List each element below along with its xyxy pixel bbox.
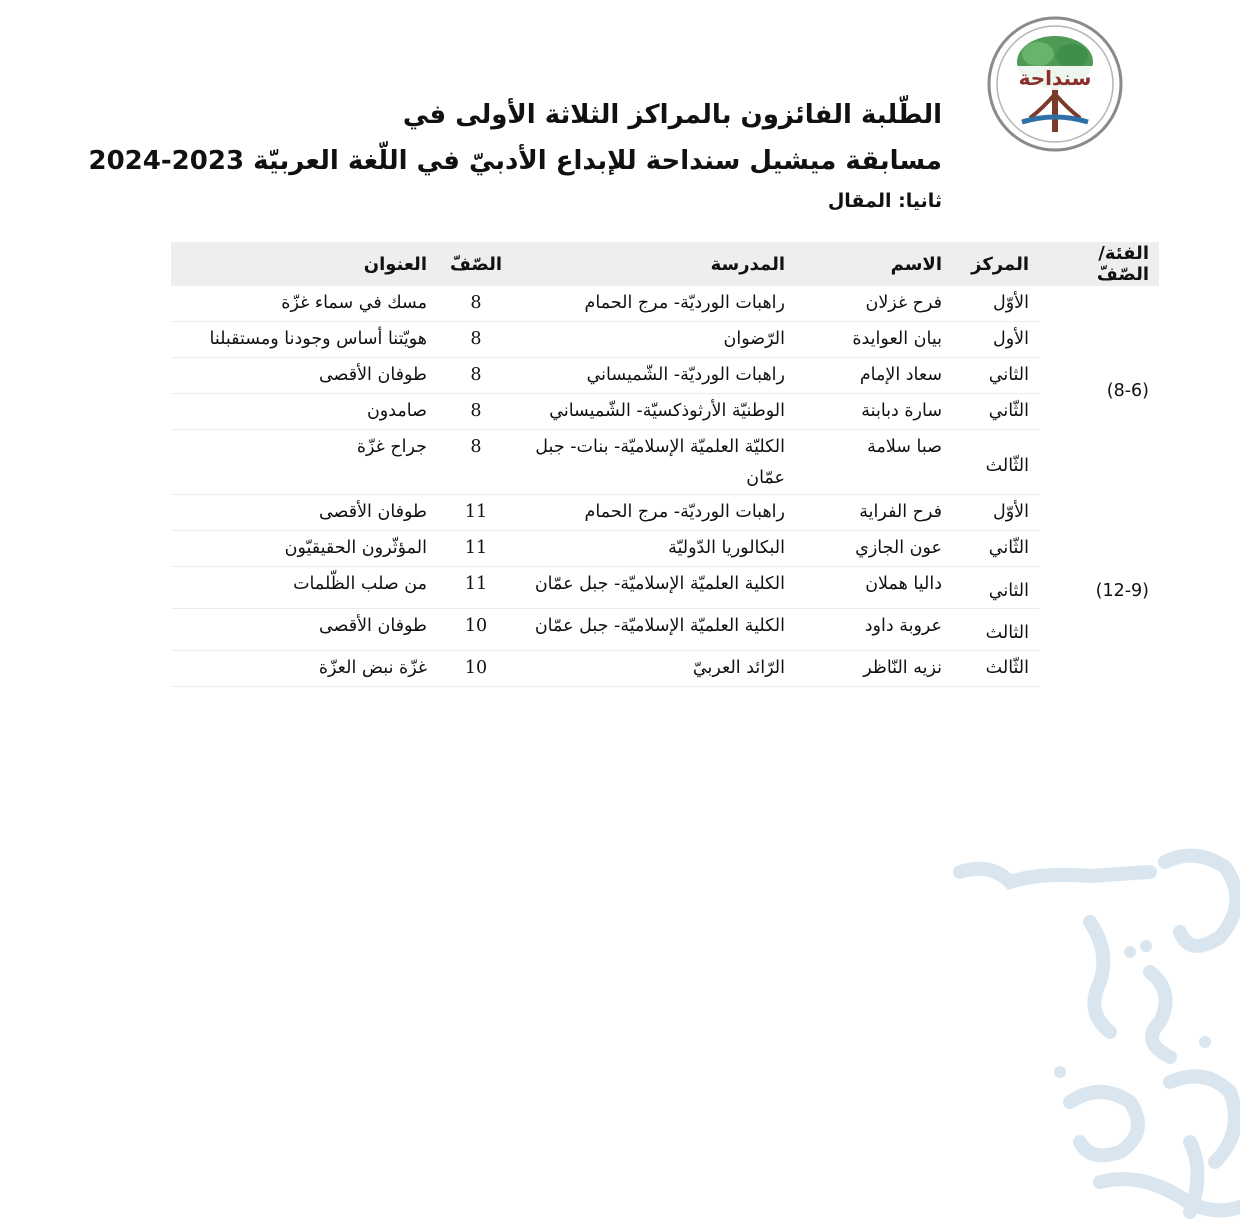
table-row [171, 567, 1159, 609]
name-cell: داليا هملان [795, 567, 952, 609]
title-cell: طوفان الأقصى [171, 609, 437, 651]
title-cell: غزّة نبض العزّة [171, 651, 437, 687]
school-cell: راهبات الورديّة- الشّميساني [515, 358, 795, 394]
grade-cell: 11 [437, 567, 515, 609]
table-row [171, 495, 1159, 531]
grade-cell: 8 [437, 322, 515, 358]
grade-cell: 11 [437, 495, 515, 531]
winners-table [171, 242, 1159, 687]
name-cell: فرح الفراية [795, 495, 952, 531]
rank-cell: الثاني [952, 567, 1039, 609]
title-cell: هويّتنا أساس وجودنا ومستقبلنا [171, 322, 437, 358]
table-row [171, 286, 1159, 322]
school-cell: الكليّة العلميّة الإسلاميّة- بنات- جبل عمّان [515, 430, 795, 495]
table-row [171, 322, 1159, 358]
grade-cell: 8 [437, 430, 515, 495]
name-cell: عون الجازي [795, 531, 952, 567]
table-row [171, 531, 1159, 567]
header-school: المدرسة [515, 242, 795, 286]
school-cell: الكلية العلميّة الإسلاميّة- جبل عمّان [515, 609, 795, 651]
sendaha-logo [982, 14, 1128, 154]
rank-cell: الثاني [952, 358, 1039, 394]
school-cell: راهبات الورديّة- مرج الحمام [515, 286, 795, 322]
section-subtitle: ثانيا: المقال [827, 190, 942, 212]
header-grade: الصّفّ [437, 242, 515, 286]
grade-cell: 10 [437, 609, 515, 651]
table-row [171, 609, 1159, 651]
name-cell: صبا سلامة [795, 430, 952, 495]
title-cell: المؤثّرون الحقيقيّون [171, 531, 437, 567]
grade-cell: 8 [437, 394, 515, 430]
grade-cell: 8 [437, 286, 515, 322]
grade-cell: 8 [437, 358, 515, 394]
header-rank: المركز [952, 242, 1039, 286]
name-cell: فرح غزلان [795, 286, 952, 322]
table-row [171, 394, 1159, 430]
calligraphy-watermark [950, 842, 1240, 1222]
title-line-2: مسابقة ميشيل سنداحة للإبداع الأدبيّ في اللّغة العربيّة 2023-2024 [88, 146, 942, 176]
school-cell: البكالوريا الدّوليّة [515, 531, 795, 567]
school-cell: الرّضوان [515, 322, 795, 358]
title-cell: طوفان الأقصى [171, 495, 437, 531]
table-row [171, 430, 1159, 495]
title-line-1: الطّلبة الفائزون بالمراكز الثلاثة الأولى في [402, 100, 942, 130]
header-category: الفئة/الصّفّ [1039, 242, 1159, 286]
category-cell: (8-6) [1106, 380, 1149, 401]
rank-cell: الثالث [952, 609, 1039, 651]
page-heading [88, 92, 942, 216]
name-cell: سارة دبابنة [795, 394, 952, 430]
rank-cell: الأوّل [952, 286, 1039, 322]
rank-cell: الثّالث [952, 430, 1039, 495]
rank-cell: الأوّل [952, 495, 1039, 531]
rank-cell: الثّالث [952, 651, 1039, 687]
category-cell: (12-9) [1095, 581, 1149, 601]
logo-text: سنداحة [1018, 66, 1092, 90]
header-name: الاسم [795, 242, 952, 286]
grade-cell: 10 [437, 651, 515, 687]
table-row [171, 358, 1159, 394]
title-cell: صامدون [171, 394, 437, 430]
school-cell: راهبات الورديّة- مرج الحمام [515, 495, 795, 531]
school-cell: الوطنيّة الأرثوذكسيّة- الشّميساني [515, 394, 795, 430]
table-header-row [171, 242, 1159, 286]
header-title: العنوان [171, 242, 437, 286]
title-cell: جراح غزّة [171, 430, 437, 495]
title-cell: من صلب الظّلمات [171, 567, 437, 609]
name-cell: سعاد الإمام [795, 358, 952, 394]
table-row [171, 651, 1159, 687]
title-cell: طوفان الأقصى [171, 358, 437, 394]
rank-cell: الأول [952, 322, 1039, 358]
school-cell: الرّائد العربيّ [515, 651, 795, 687]
title-cell: مسك في سماء غزّة [171, 286, 437, 322]
name-cell: نزيه النّاظر [795, 651, 952, 687]
rank-cell: الثّاني [952, 394, 1039, 430]
school-cell: الكلية العلميّة الإسلاميّة- جبل عمّان [515, 567, 795, 609]
name-cell: عروبة داود [795, 609, 952, 651]
rank-cell: الثّاني [952, 531, 1039, 567]
grade-cell: 11 [437, 531, 515, 567]
name-cell: بيان العوايدة [795, 322, 952, 358]
